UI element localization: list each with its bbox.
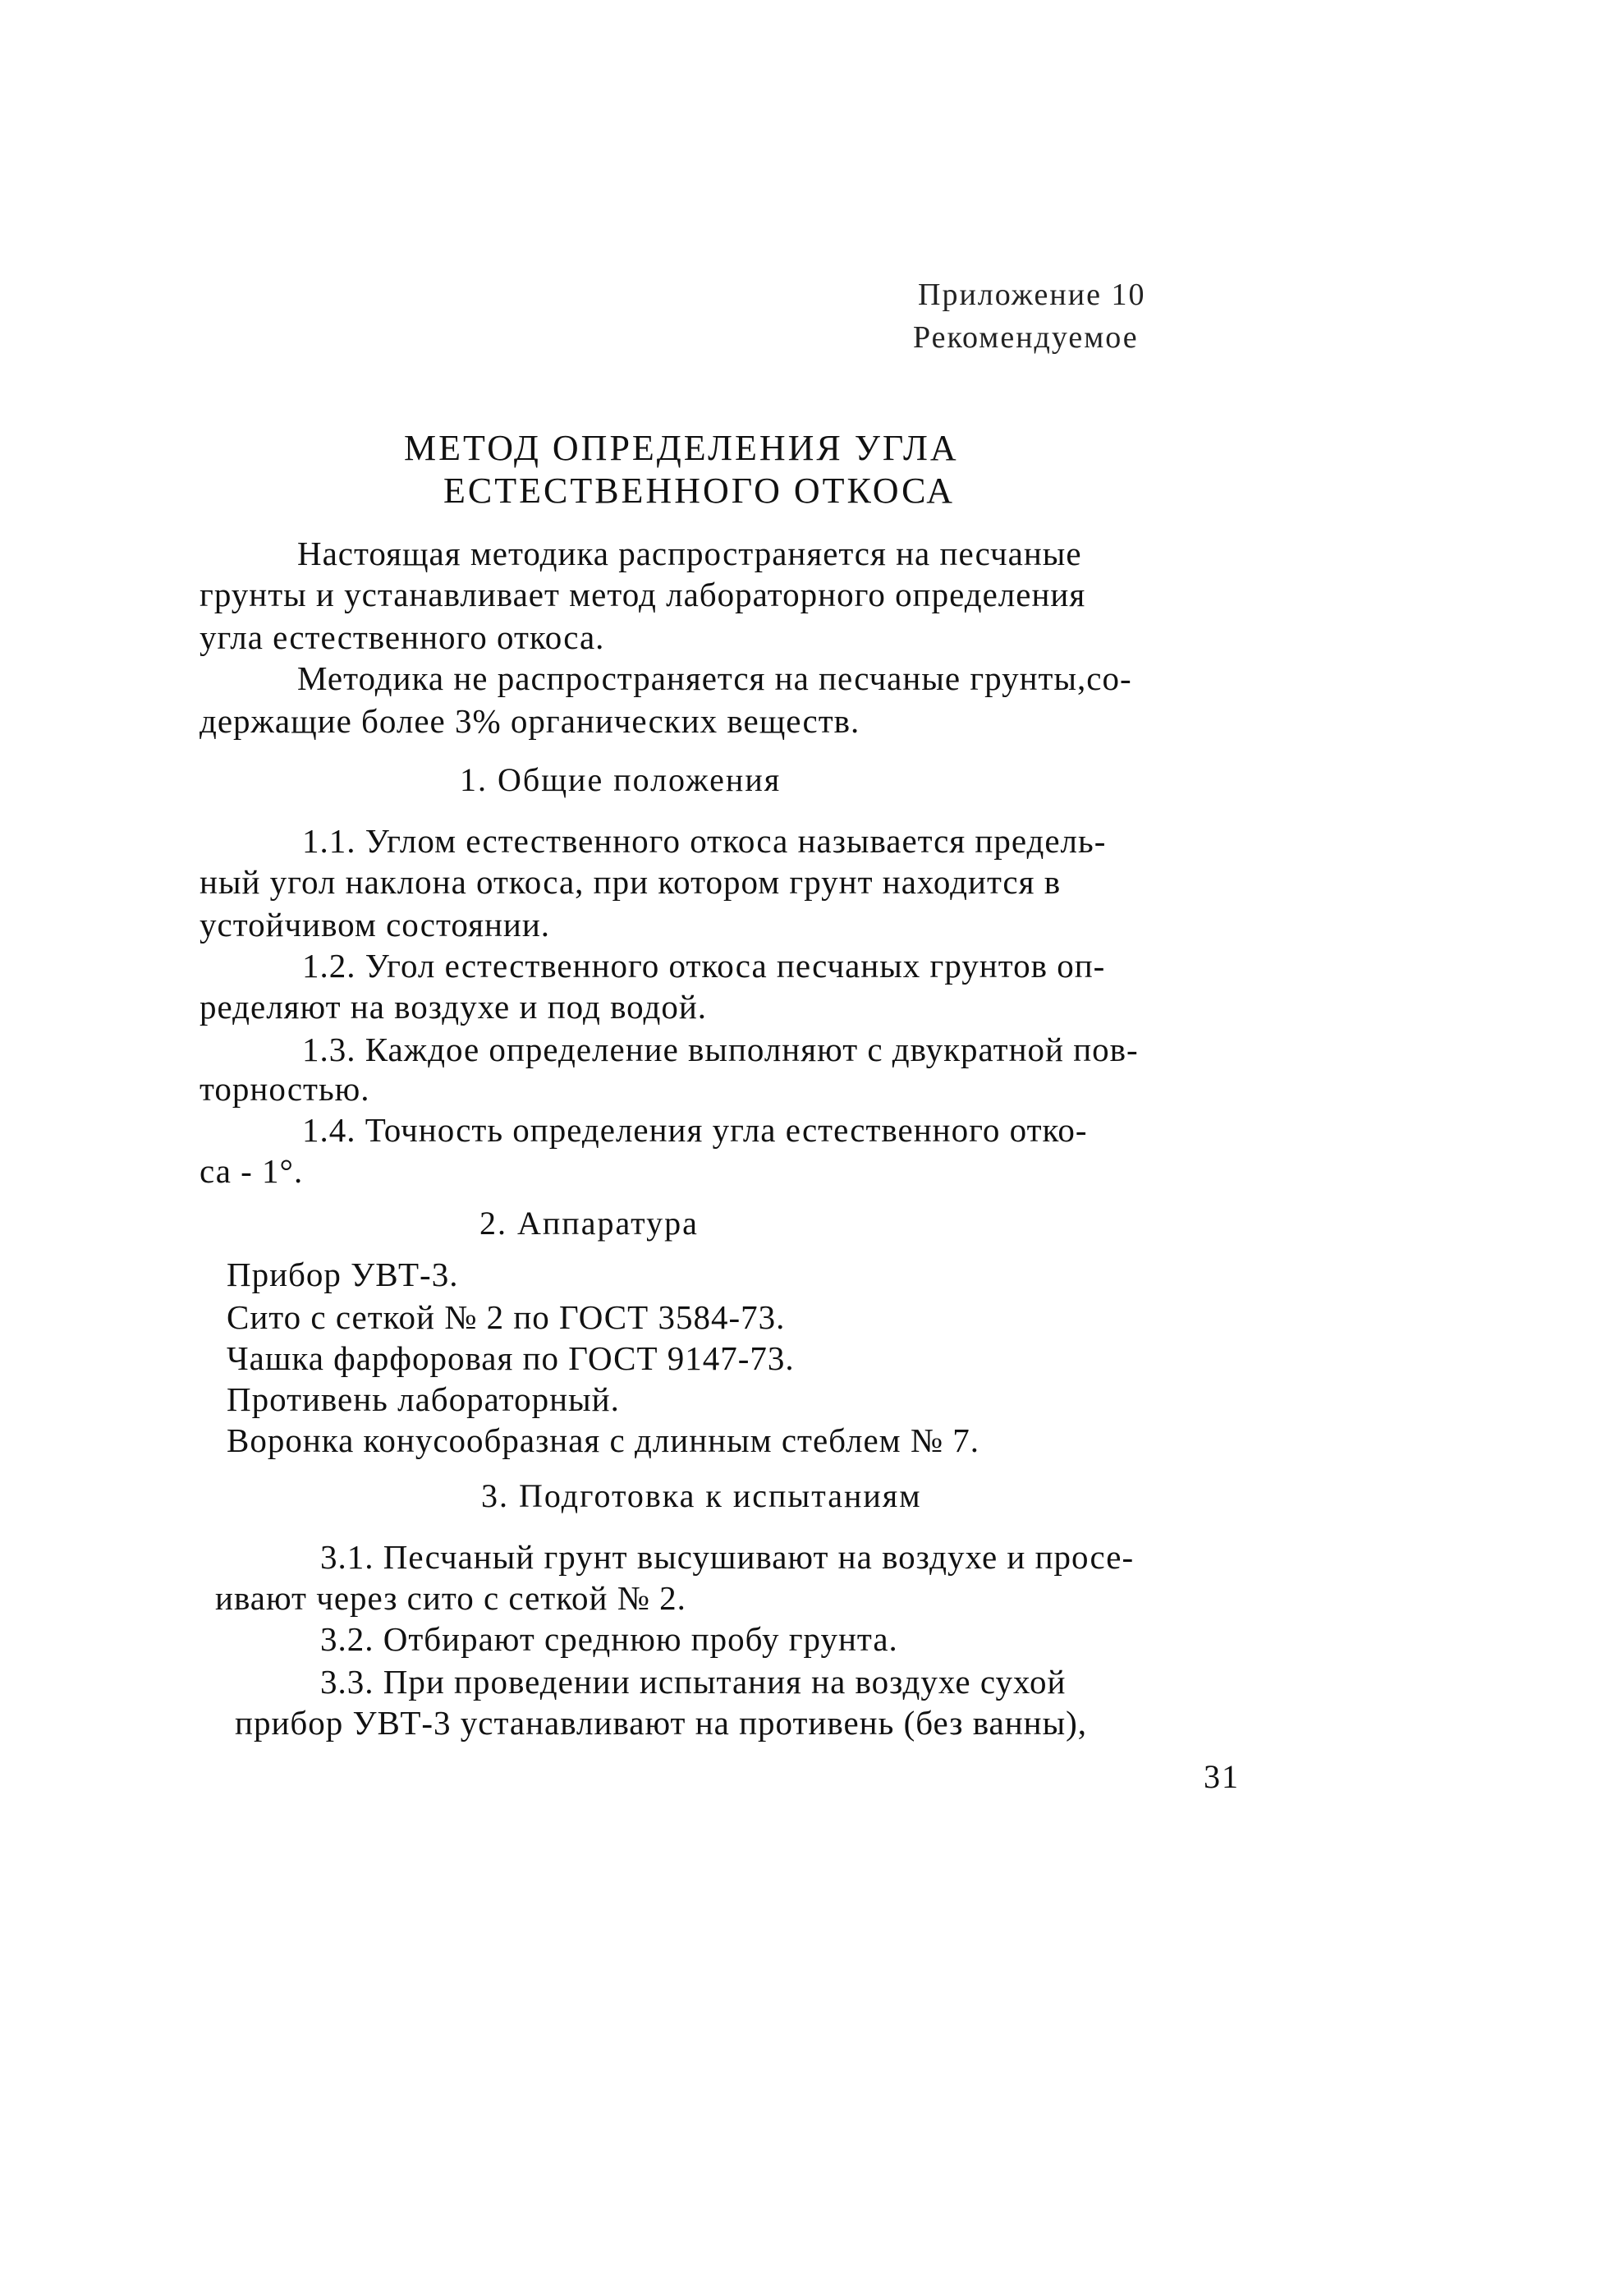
item-3-1-line1: 3.1. Песчаный грунт высушивают на воздухе и просе- — [320, 1538, 1135, 1576]
item-3-3-line2: прибор УВТ-3 устанавливают на противень (без ванны), — [235, 1704, 1088, 1742]
item-1-1-line3: устойчивом состоянии. — [200, 906, 551, 944]
item-1-2-line1: 1.2. Угол естественного откоса песчаных грунтов оп- — [302, 947, 1106, 985]
item-1-2-line2: ределяют на воздухе и под водой. — [200, 988, 708, 1026]
equipment-item-3: Чашка фарфоровая по ГОСТ 9147-73. — [227, 1339, 795, 1377]
item-3-2-line1: 3.2. Отбирают среднюю пробу грунта. — [320, 1620, 898, 1658]
item-1-1-line1: 1.1. Углом естественного откоса называется предель- — [302, 822, 1107, 860]
page-title-line1: МЕТОД ОПРЕДЕЛЕНИЯ УГЛА — [404, 428, 959, 468]
page-title-line2: ЕСТЕСТВЕННОГО ОТКОСА — [443, 471, 956, 511]
item-3-1-line2: ивают через сито с сеткой № 2. — [215, 1579, 686, 1617]
intro-p2-line2: держащие более 3% органических веществ. — [200, 702, 860, 740]
item-1-3-line2: торностью. — [200, 1070, 370, 1108]
appendix-status: Рекомендуемое — [913, 320, 1139, 355]
section3-heading: 3. Подготовка к испытаниям — [481, 1477, 922, 1514]
item-1-4-line2: са - 1°. — [200, 1152, 304, 1190]
equipment-item-5: Воронка конусообразная с длинным стеблем № 7. — [227, 1421, 979, 1459]
item-3-3-line1: 3.3. При проведении испытания на воздухе сухой — [320, 1663, 1067, 1701]
item-1-1-line2: ный угол наклона откоса, при котором грунт находится в — [200, 863, 1062, 901]
intro-p1-line3: угла естественного откоса. — [200, 618, 605, 656]
equipment-item-4: Противень лабораторный. — [227, 1380, 620, 1418]
intro-p1-line1: Настоящая методика распространяется на песчаные — [297, 535, 1082, 572]
item-1-3-line1: 1.3. Каждое определение выполняют с двукратной пов- — [302, 1031, 1139, 1068]
item-1-4-line1: 1.4. Точность определения угла естественного отко- — [302, 1111, 1088, 1149]
intro-p2-line1: Методика не распространяется на песчаные грунты,со- — [297, 659, 1132, 697]
page-number: 31 — [1204, 1758, 1240, 1795]
equipment-item-2: Сито с сеткой № 2 по ГОСТ 3584-73. — [227, 1298, 786, 1336]
appendix-label: Приложение 10 — [918, 278, 1146, 312]
intro-p1-line2: грунты и устанавливает метод лабораторного определения — [200, 576, 1086, 613]
section2-heading: 2. Аппаратура — [479, 1205, 699, 1242]
equipment-item-1: Прибор УВТ-3. — [227, 1256, 459, 1293]
section1-heading: 1. Общие положения — [460, 761, 782, 798]
